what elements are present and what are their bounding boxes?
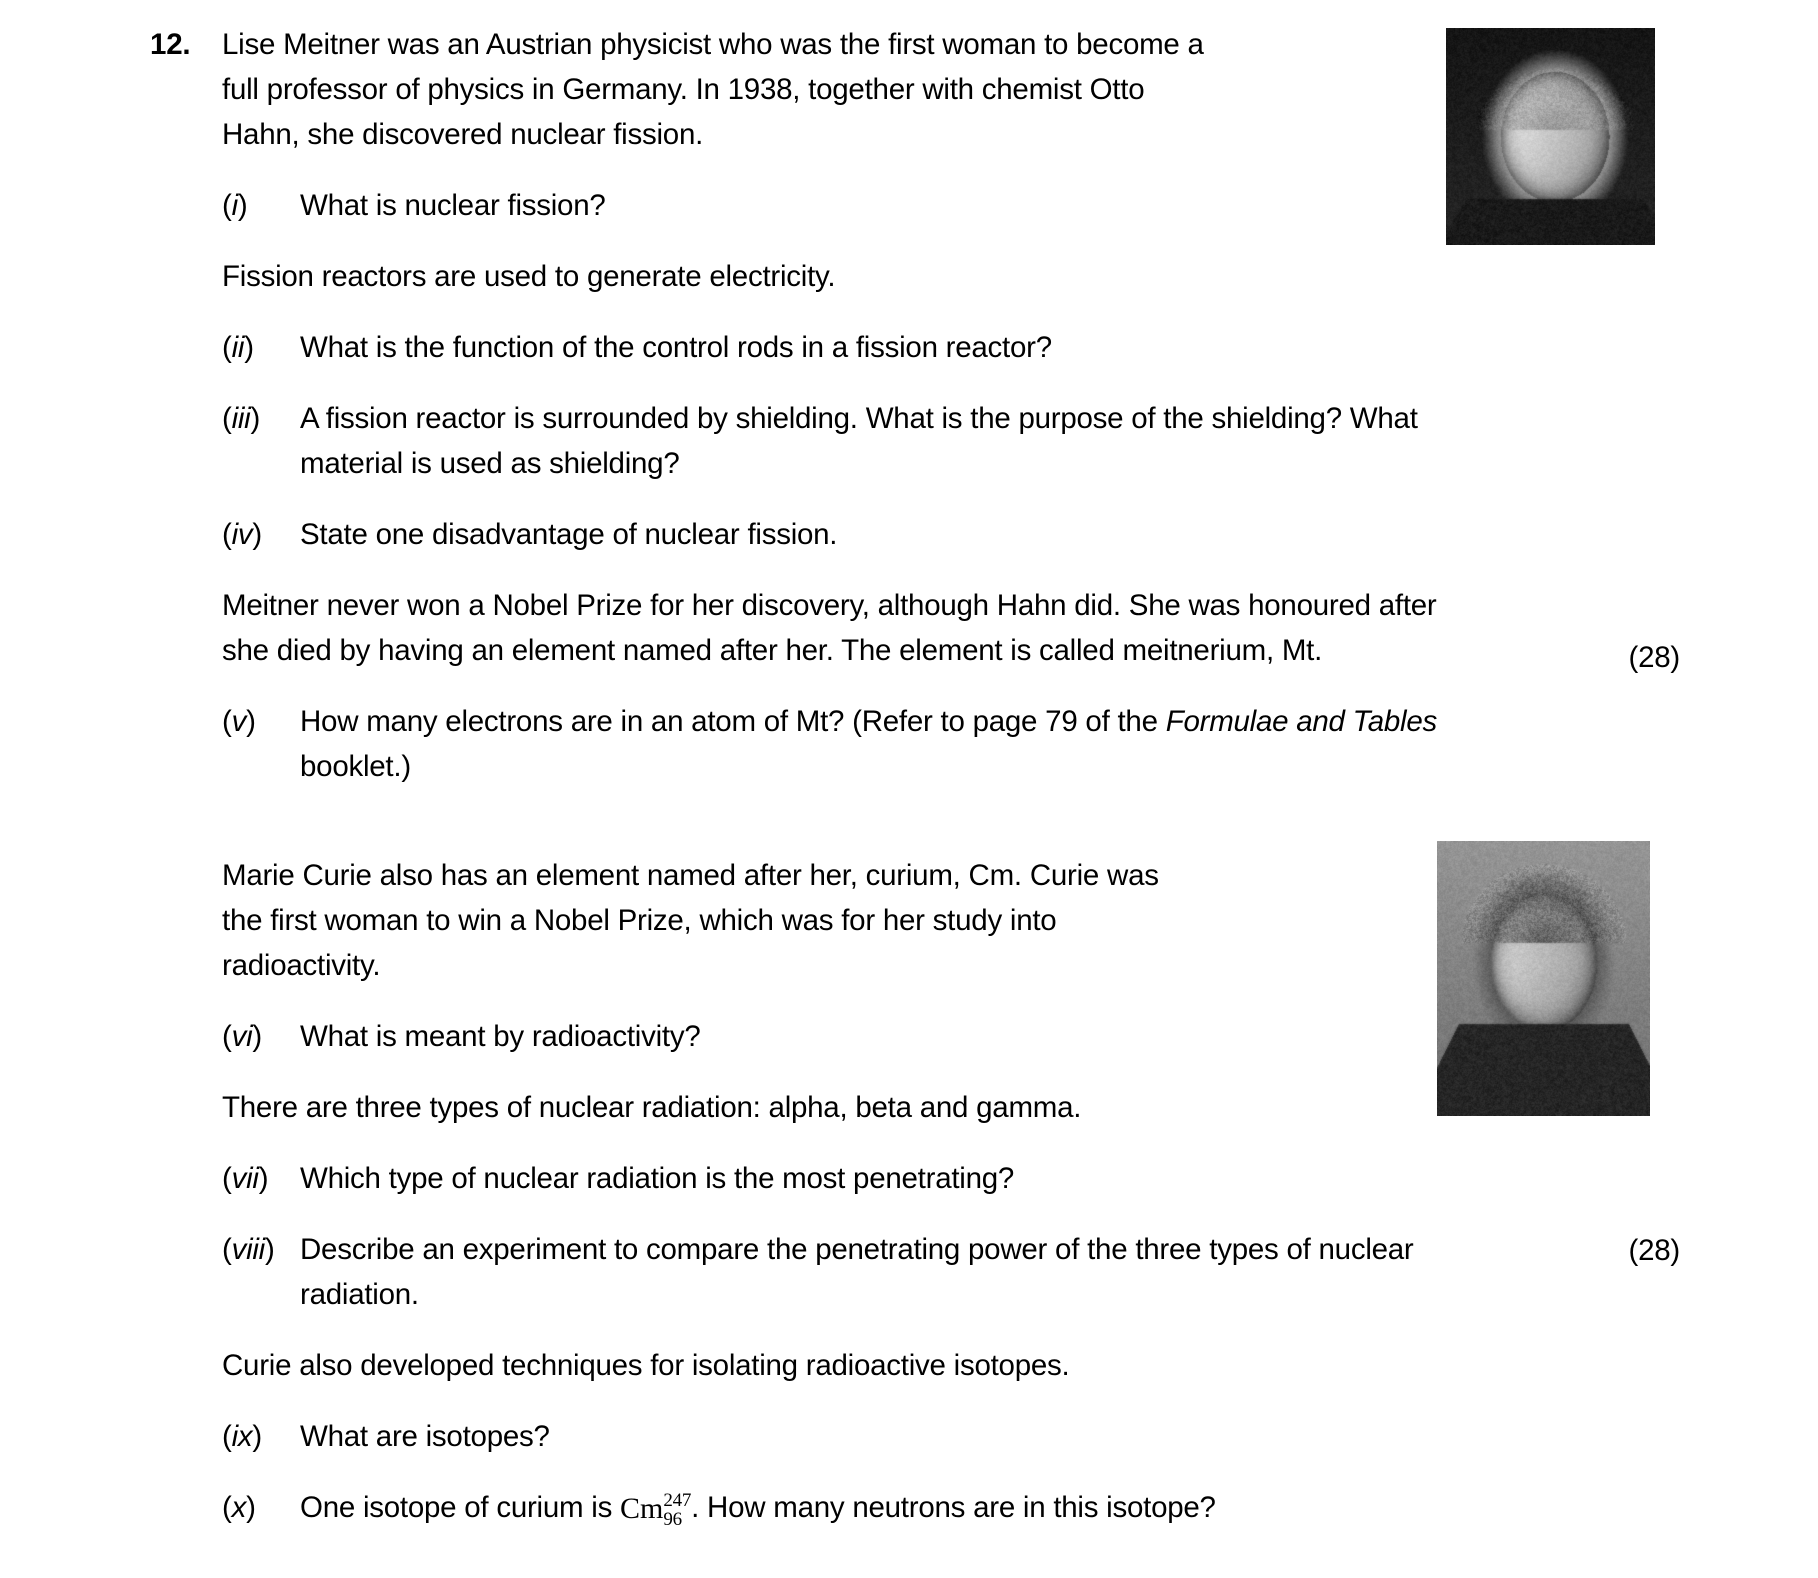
sub-item-v-text-after: booklet.) xyxy=(300,750,411,783)
marie-curie-photo xyxy=(1437,841,1650,1116)
sub-item-v xyxy=(222,699,1680,789)
sub-item-v-text-before: How many electrons are in an atom of Mt? (Refer to page 79 of the xyxy=(300,705,1166,738)
lise-meitner-photo-canvas xyxy=(1446,28,1655,245)
intro-paragraph-curie: Marie Curie also has an element named after her, curium, Cm. Curie was the first woman to win a Nobel Prize, which was for her study into radioactivity. xyxy=(222,859,1159,982)
sub-item-iv xyxy=(222,512,1680,557)
lise-meitner-photo xyxy=(1446,28,1655,245)
sub-item-iii-label: (iii) xyxy=(222,402,261,435)
sub-item-iv-label: (iv) xyxy=(222,518,262,551)
sub-item-x-label: (x) xyxy=(222,1491,256,1524)
sub-item-x-text xyxy=(300,1485,1465,1530)
sub-item-viii-label: (viii) xyxy=(222,1233,275,1266)
marks-allocation-part-two: (28) xyxy=(1628,1234,1680,1267)
isotope-mass-number: 247 xyxy=(663,1489,692,1511)
sub-item-vii-label: (vii) xyxy=(222,1162,269,1195)
sub-item-ii-text: What is the function of the control rods in a fission reactor? xyxy=(300,331,1052,364)
sub-item-ii xyxy=(222,325,1680,370)
sub-item-vii-text: Which type of nuclear radiation is the most penetrating? xyxy=(300,1162,1015,1195)
sub-item-ii-label: (ii) xyxy=(222,331,254,364)
sub-item-iv-text: State one disadvantage of nuclear fission. xyxy=(300,518,838,551)
sub-item-x-text-after: . How many neutrons are in this isotope? xyxy=(691,1491,1216,1524)
formulae-and-tables-title: Formulae and Tables xyxy=(1165,705,1437,738)
sub-item-ix-label: (ix) xyxy=(222,1420,262,1453)
sub-item-vi-label: (vi) xyxy=(222,1020,262,1053)
sub-item-iii xyxy=(222,396,1680,486)
isotope-element-symbol: Cm xyxy=(620,1492,664,1525)
sub-item-i-text: What is nuclear fission? xyxy=(300,189,606,222)
bridge-paragraph-nobel: Meitner never won a Nobel Prize for her discovery, although Hahn did. She was honoured after she died by having an element named after her. The element is called meitnerium, Mt. xyxy=(222,589,1437,667)
bridge-paragraph-reactors: Fission reactors are used to generate electricity. xyxy=(222,260,836,293)
sub-item-v-text xyxy=(300,699,1465,789)
sub-item-x xyxy=(222,1485,1682,1530)
marks-allocation-part-one: (28) xyxy=(1628,641,1680,674)
sub-item-i-label: (i) xyxy=(222,189,248,222)
sub-item-viii xyxy=(222,1227,1682,1317)
sub-item-ix-text: What are isotopes? xyxy=(300,1420,550,1453)
bridge-paragraph-radiation-types: There are three types of nuclear radiation: alpha, beta and gamma. xyxy=(222,1091,1082,1124)
marie-curie-photo-canvas xyxy=(1437,841,1650,1116)
sub-item-vii xyxy=(222,1156,1682,1201)
sub-item-vi-text: What is meant by radioactivity? xyxy=(300,1020,701,1053)
bridge-paragraph-isotope-techniques: Curie also developed techniques for isolating radioactive isotopes. xyxy=(222,1349,1070,1382)
sub-item-viii-text: Describe an experiment to compare the penetrating power of the three types of nuclear radiation. xyxy=(300,1233,1414,1311)
question-number: 12. xyxy=(150,28,191,61)
sub-item-x-text-before: One isotope of curium is xyxy=(300,1491,621,1524)
isotope-numbers xyxy=(663,1491,691,1530)
isotope-notation-curium xyxy=(620,1486,691,1531)
intro-paragraph-meitner: Lise Meitner was an Austrian physicist who was the first woman to become a full professor of physics in Germany. In 1938, together with chemist Otto Hahn, she discovered nuclear fission. xyxy=(222,28,1204,151)
sub-item-iii-text: A fission reactor is surrounded by shielding. What is the purpose of the shielding? What material is used as shielding? xyxy=(300,402,1418,480)
sub-item-ix xyxy=(222,1414,1682,1459)
isotope-atomic-number: 96 xyxy=(663,1509,682,1531)
sub-item-v-label: (v) xyxy=(222,705,256,738)
